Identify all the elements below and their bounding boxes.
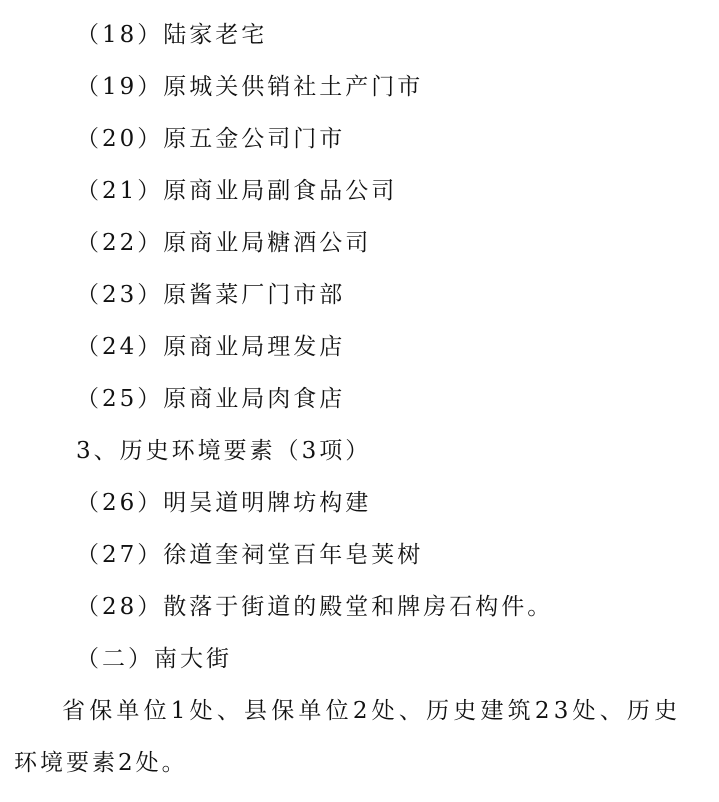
paragraph-line-2: 环境要素2处。 bbox=[14, 750, 188, 776]
list-item-28: （28）散落于街道的殿堂和牌房石构件。 bbox=[76, 594, 554, 620]
list-item-23: （23）原酱菜厂门市部 bbox=[76, 282, 346, 308]
list-item-20: （20）原五金公司门市 bbox=[76, 126, 346, 152]
subheading-historic-environment: 3、历史环境要素（3项） bbox=[76, 438, 372, 464]
list-item-19: （19）原城关供销社土产门市 bbox=[76, 74, 424, 100]
list-item-22: （22）原商业局糖酒公司 bbox=[76, 230, 372, 256]
list-item-25: （25）原商业局肉食店 bbox=[76, 386, 346, 412]
list-item-18: （18）陆家老宅 bbox=[76, 22, 268, 48]
list-item-26: （26）明吴道明牌坊构建 bbox=[76, 490, 372, 516]
list-item-24: （24）原商业局理发店 bbox=[76, 334, 346, 360]
section-heading-south-street: （二）南大街 bbox=[76, 646, 232, 672]
list-item-27: （27）徐道奎祠堂百年皂荚树 bbox=[76, 542, 424, 568]
list-item-21: （21）原商业局副食品公司 bbox=[76, 178, 398, 204]
paragraph-line-1: 省保单位1处、县保单位2处、历史建筑23处、历史 bbox=[62, 698, 682, 724]
